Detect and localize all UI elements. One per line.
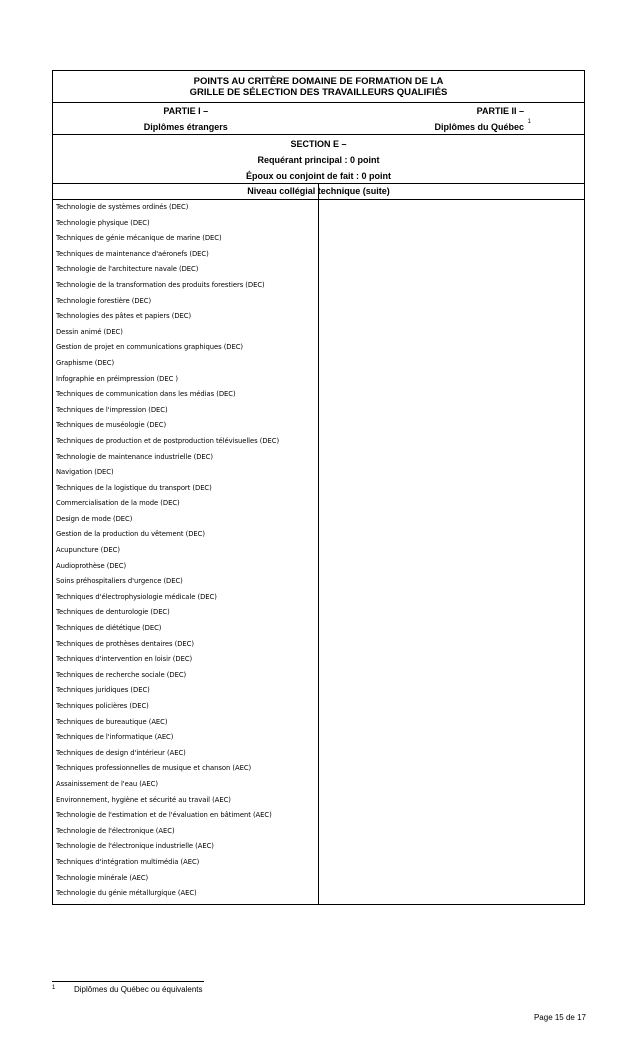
program-item: Techniques de la logistique du transport (DEC) — [56, 483, 212, 492]
section-principal-points: Requérant principal : 0 point — [257, 155, 380, 165]
program-item: Navigation (DEC) — [56, 468, 114, 477]
program-item: Design de mode (DEC) — [56, 514, 133, 523]
program-item: Techniques de bureautique (AEC) — [56, 717, 168, 726]
program-item: Technologie minérale (AEC) — [56, 873, 149, 882]
program-item: Technologie de l'électronique (AEC) — [56, 826, 175, 835]
program-item: Techniques de diététique (DEC) — [56, 624, 162, 633]
program-item: Technologie de systèmes ordinés (DEC) — [56, 203, 189, 211]
program-item: Technologie de maintenance industrielle (DEC) — [56, 452, 213, 461]
program-item: Technologie de l'électronique industrielle (AEC) — [56, 842, 214, 851]
program-item: Techniques de design d'intérieur (AEC) — [56, 748, 186, 757]
section-label: SECTION E – — [290, 139, 347, 149]
program-list — [53, 200, 319, 904]
part-2-label: PARTIE II – — [476, 106, 524, 116]
program-item: Techniques d'intervention en loisir (DEC) — [56, 655, 193, 664]
program-item: Techniques d'intégration multimédia (AEC) — [56, 857, 200, 866]
level-label: Niveau collégial technique (suite) — [247, 186, 390, 196]
footnote-text: Diplômes du Québec ou équivalents — [74, 985, 203, 994]
criteria-table — [52, 70, 585, 905]
parts-header-row — [53, 103, 584, 135]
title-line-2: GRILLE DE SÉLECTION DES TRAVAILLEURS QUALIFIÉS — [189, 87, 448, 98]
footnote-reference: 1 — [527, 119, 531, 125]
program-item: Technologie forestière (DEC) — [56, 296, 152, 305]
program-item: Technologie du génie métallurgique (AEC) — [56, 889, 197, 898]
program-item: Gestion de projet en communications graphiques (DEC) — [56, 343, 244, 352]
program-item: Acupuncture (DEC) — [56, 546, 120, 555]
program-item: Technologie physique (DEC) — [56, 218, 150, 227]
title-line-1: POINTS AU CRITÈRE DOMAINE DE FORMATION DE LA — [193, 76, 444, 87]
program-item: Technologie de l'estimation et de l'évaluation en bâtiment (AEC) — [56, 811, 272, 820]
program-item: Techniques de l'impression (DEC) — [56, 405, 168, 414]
program-item: Technologie de l'architecture navale (DEC) — [56, 265, 199, 274]
program-item: Commercialisation de la mode (DEC) — [56, 499, 180, 508]
program-item: Technologies des pâtes et papiers (DEC) — [56, 312, 192, 321]
part-1-header — [53, 103, 319, 134]
section-header — [53, 135, 584, 184]
part-1-subtitle: Diplômes étrangers — [143, 122, 228, 132]
program-item: Techniques d'électrophysiologie médicale (DEC) — [56, 592, 217, 601]
level-row — [53, 184, 584, 200]
page-number: Page 15 de 17 — [533, 1013, 586, 1022]
program-item: Dessin animé (DEC) — [56, 327, 123, 336]
program-rows — [53, 200, 584, 904]
section-spouse-points: Époux ou conjoint de fait : 0 point — [246, 171, 391, 181]
empty-column — [319, 200, 584, 904]
program-item: Graphisme (DEC) — [56, 358, 115, 367]
program-item: Audioprothèse (DEC) — [56, 561, 127, 570]
program-item: Techniques professionnelles de musique et chanson (AEC) — [56, 764, 252, 773]
part-2-header — [319, 103, 585, 134]
table-title — [53, 71, 584, 103]
program-item: Infographie en préimpression (DEC ) — [56, 374, 179, 383]
program-item: Techniques juridiques (DEC) — [56, 686, 150, 695]
program-item: Environnement, hygiène et sécurité au travail (AEC) — [56, 795, 231, 804]
program-item: Soins préhospitaliers d'urgence (DEC) — [56, 577, 183, 586]
part-2-subtitle: Diplômes du Québec — [434, 122, 524, 132]
program-item: Assainissement de l'eau (AEC) — [56, 779, 158, 788]
footnote — [52, 985, 203, 994]
program-item: Techniques de l'informatique (AEC) — [56, 733, 174, 742]
footnote-number: 1 — [52, 985, 56, 991]
program-item: Techniques de denturologie (DEC) — [56, 608, 170, 617]
program-item: Techniques de muséologie (DEC) — [56, 421, 167, 430]
program-item: Techniques de communication dans les médias (DEC) — [56, 390, 236, 399]
program-item: Techniques policières (DEC) — [56, 702, 149, 710]
program-item: Techniques de production et de postproduction télévisuelles (DEC) — [56, 436, 280, 445]
part-1-label: PARTIE I – — [163, 106, 209, 116]
program-item: Gestion de la production du vêtement (DEC) — [56, 530, 205, 539]
program-item: Techniques de recherche sociale (DEC) — [56, 670, 187, 679]
program-item: Techniques de prothèses dentaires (DEC) — [56, 639, 194, 648]
footnote-divider — [52, 981, 204, 982]
program-item: Techniques de maintenance d'aéronefs (DEC) — [56, 249, 209, 258]
program-item: Technologie de la transformation des produits forestiers (DEC) — [56, 280, 265, 289]
program-item: Techniques de génie mécanique de marine (DEC) — [56, 234, 222, 243]
